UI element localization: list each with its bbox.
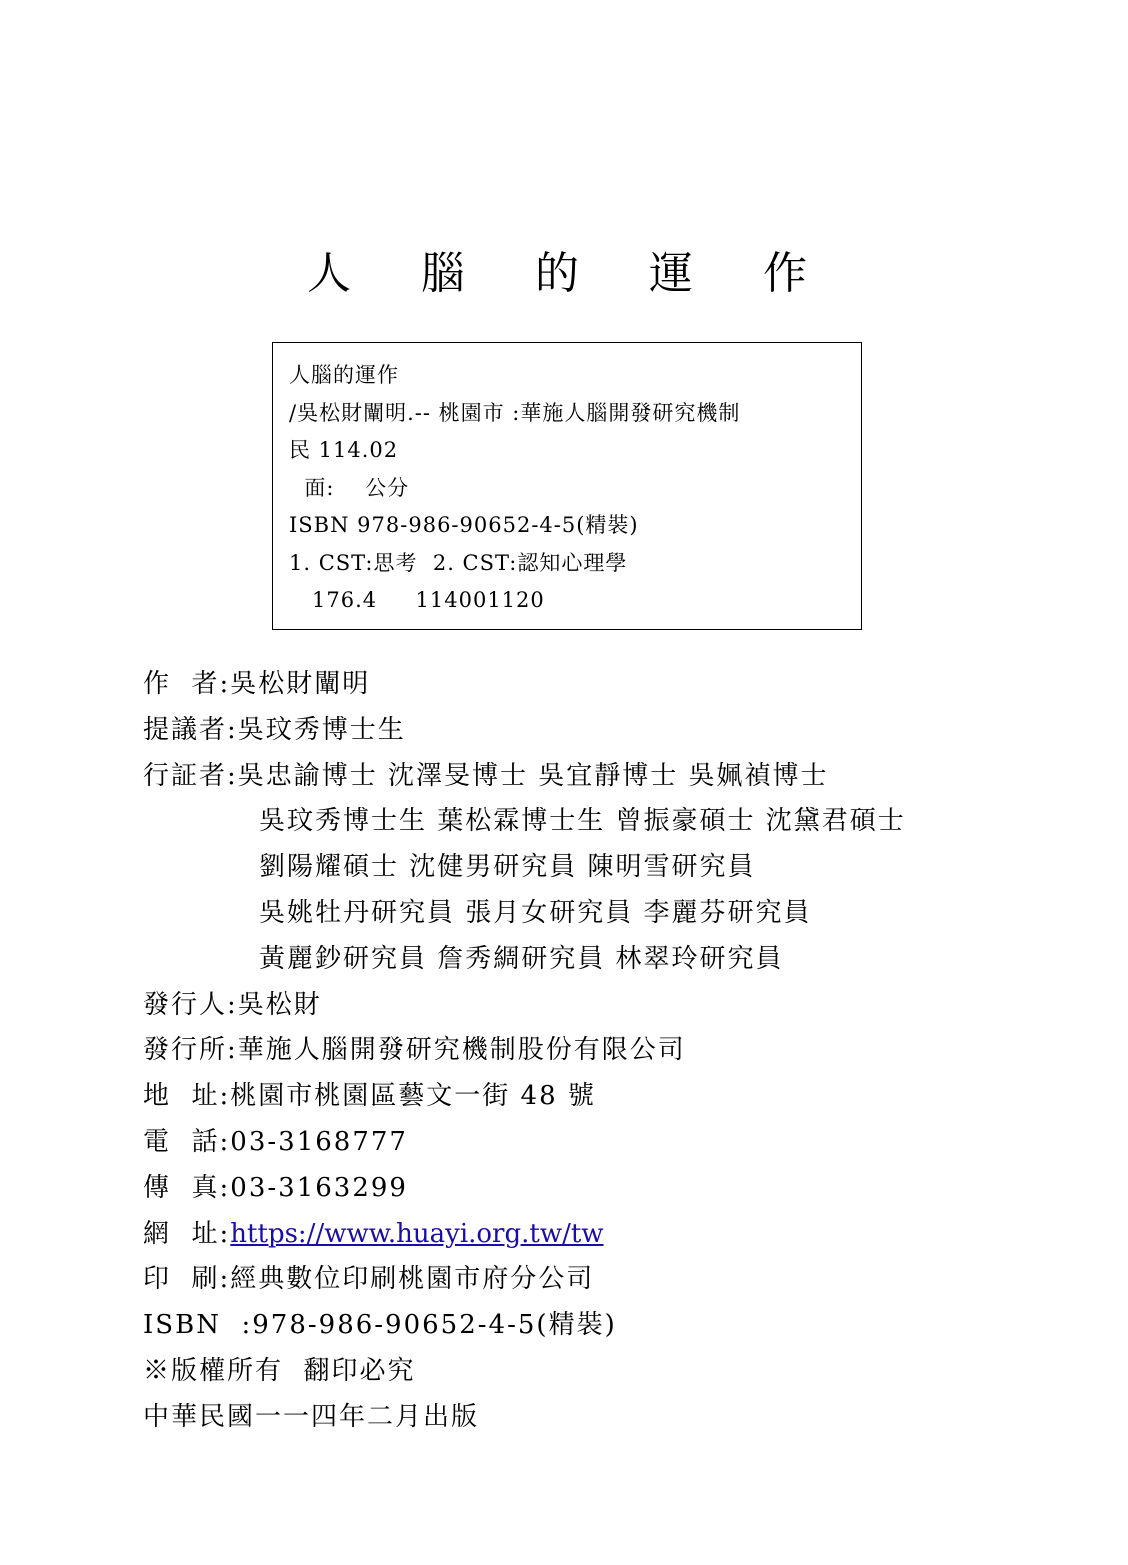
proposer-value: 吳玟秀博士生	[237, 714, 406, 745]
publishing-house-row	[143, 1028, 1043, 1074]
publisher-row	[143, 983, 1043, 1029]
fax-label: 傳 真:	[143, 1172, 231, 1203]
address-value: 桃園市桃園區藝文一街 48 號	[230, 1081, 596, 1112]
publication-info	[143, 662, 1043, 1441]
verifiers-row	[143, 937, 1043, 983]
cip-line: /吳松財闡明.-- 桃園市 :華施人腦開發研究機制	[289, 400, 741, 425]
author-row	[143, 662, 1043, 708]
cip-line: 176.4 114001120	[289, 588, 545, 612]
book-title: 人 腦 的 運 作	[307, 248, 835, 299]
verifiers-line: 吳姚牡丹研究員 張月女研究員 李麗芬研究員	[259, 897, 812, 928]
phone-row	[143, 1120, 1043, 1166]
cip-line: 面: 公分	[289, 475, 410, 500]
verifiers-line: 吳玟秀博士生 葉松霖博士生 曾振豪碩士 沈黛君碩士	[259, 806, 906, 837]
printer-label: 印 刷:	[143, 1264, 231, 1295]
verifiers-row	[143, 891, 1043, 937]
copyright-notice: ※版權所有 翻印必究	[143, 1355, 416, 1386]
website-link[interactable]: https://www.huayi.org.tw/tw	[230, 1218, 604, 1249]
copyright-row	[143, 1349, 1043, 1395]
verifiers-label: 行証者:	[143, 760, 238, 791]
printer-value: 經典數位印刷桃園市府分公司	[230, 1264, 595, 1295]
author-label: 作 者:	[143, 669, 231, 699]
verifiers-line: 黃麗鈔研究員 詹秀綢研究員 林翠玲研究員	[259, 943, 784, 974]
phone-value: 03-3168777	[230, 1126, 408, 1157]
printer-row	[143, 1257, 1043, 1303]
verifiers-row	[143, 799, 1043, 845]
cip-line: 1. CST:思考 2. CST:認知心理學	[289, 550, 628, 575]
verifiers-line: 吳忠諭博士 沈澤旻博士 吳宜靜博士 吳姵禎博士	[237, 760, 829, 791]
publisher-label: 發行人:	[143, 989, 238, 1020]
phone-label: 電 話:	[143, 1126, 231, 1157]
verifiers-line: 劉陽耀碩士 沈健男研究員 陳明雪研究員	[259, 852, 756, 883]
proposer-row	[143, 708, 1043, 754]
cip-line: ISBN 978-986-90652-4-5(精裝)	[289, 513, 639, 537]
address-row	[143, 1074, 1043, 1120]
publication-date-row	[143, 1395, 1043, 1441]
cip-line: 人腦的運作	[289, 363, 399, 387]
verifiers-row	[143, 754, 1043, 800]
verifiers-row	[143, 845, 1043, 891]
isbn-label: ISBN :	[143, 1310, 253, 1341]
isbn-value: 978-986-90652-4-5(精裝)	[252, 1310, 617, 1341]
publishing-house-label: 發行所:	[143, 1035, 238, 1066]
proposer-label: 提議者:	[143, 714, 238, 745]
cip-line: 民 114.02	[289, 438, 399, 462]
website-label: 網 址:	[143, 1218, 231, 1249]
address-label: 地 址:	[143, 1081, 231, 1112]
fax-row	[143, 1166, 1043, 1212]
isbn-row	[143, 1303, 1043, 1349]
author-value: 吳松財闡明	[230, 669, 371, 699]
fax-value: 03-3163299	[230, 1172, 408, 1203]
publisher-value: 吳松財	[237, 989, 322, 1020]
cip-record-box	[272, 342, 862, 630]
publication-date: 中華民國一一四年二月出版	[143, 1401, 480, 1432]
publishing-house-value: 華施人腦開發研究機制股份有限公司	[237, 1035, 686, 1066]
website-row	[143, 1212, 1043, 1258]
